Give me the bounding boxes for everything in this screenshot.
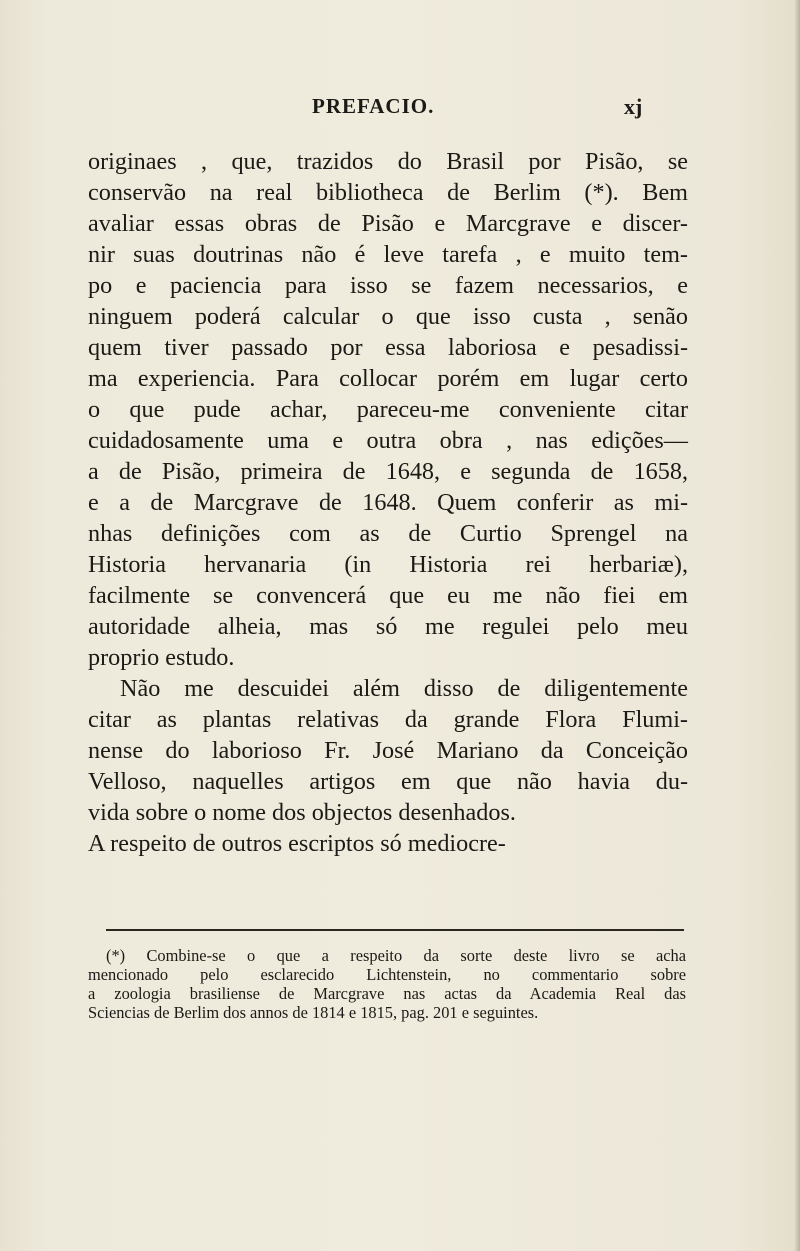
text-line: ma experiencia. Para collocar porém em lugar certo — [88, 365, 688, 392]
footnote-rule — [106, 929, 684, 931]
text-line: Velloso, naquelles artigos em que não havia du- — [88, 768, 688, 795]
footnote-line: mencionado pelo esclarecido Lichtenstein, no commentario sobre — [88, 965, 686, 984]
text-line: nir suas doutrinas não é leve tarefa , e muito tem- — [88, 241, 688, 268]
text-line: Não me descuidei além disso de diligentemente — [120, 675, 688, 702]
text-line: facilmente se convencerá que eu me não fiei em — [88, 582, 688, 609]
footnote-line: (*) Combine-se o que a respeito da sorte deste livro se acha — [106, 946, 686, 965]
body-text — [88, 146, 688, 859]
text-line: nense do laborioso Fr. José Mariano da Conceição — [88, 737, 688, 764]
footnote — [88, 946, 686, 1022]
footnote-line: Sciencias de Berlim dos annos de 1814 e 1815, pag. 201 e seguintes. — [88, 1003, 539, 1022]
running-head — [0, 94, 800, 124]
text-line: e a de Marcgrave de 1648. Quem conferir as mi- — [88, 489, 688, 516]
text-line: a de Pisão, primeira de 1648, e segunda de 1658, — [88, 458, 688, 485]
text-line: o que pude achar, pareceu-me conveniente citar — [88, 396, 688, 423]
text-line: A respeito de outros escriptos só mediocre- — [88, 830, 506, 857]
footnote-line: a zoologia brasiliense de Marcgrave nas actas da Academia Real das — [88, 984, 686, 1003]
text-line: citar as plantas relativas da grande Flora Flumi- — [88, 706, 688, 733]
text-line: autoridade alheia, mas só me regulei pelo meu — [88, 613, 688, 640]
text-line: conservão na real bibliotheca de Berlim (*). Bem — [88, 179, 688, 206]
text-line: vida sobre o nome dos objectos desenhados. — [88, 799, 516, 826]
running-head-title: PREFACIO. — [312, 94, 435, 118]
text-line: cuidadosamente uma e outra obra , nas edições— — [88, 427, 688, 454]
page-number: xj — [624, 94, 643, 119]
text-line: avaliar essas obras de Pisão e Marcgrave e discer- — [88, 210, 688, 237]
text-line: nhas definições com as de Curtio Sprengel na — [88, 520, 688, 547]
text-line: ninguem poderá calcular o que isso custa , senão — [88, 303, 688, 330]
text-line: Historia hervanaria (in Historia rei herbariæ), — [88, 551, 688, 578]
text-line: proprio estudo. — [88, 644, 235, 671]
page-edge-shadow — [794, 0, 800, 1251]
text-line: originaes , que, trazidos do Brasil por Pisão, se — [88, 148, 688, 175]
text-line: po e paciencia para isso se fazem necessarios, e — [88, 272, 688, 299]
text-line: quem tiver passado por essa laboriosa e pesadissi- — [88, 334, 688, 361]
